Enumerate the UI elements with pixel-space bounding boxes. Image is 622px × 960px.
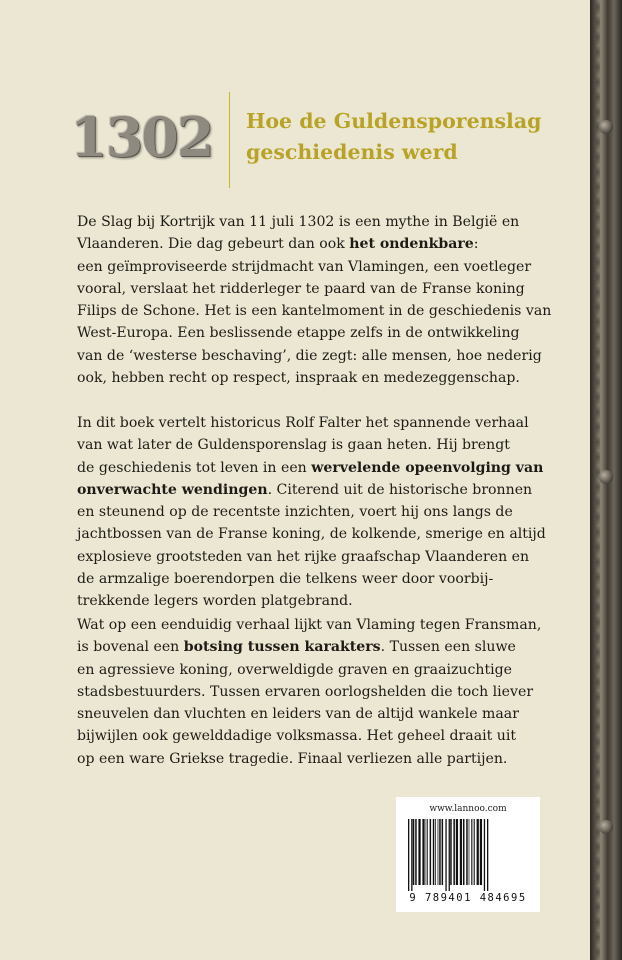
blurb-paragraph-3 <box>77 614 542 770</box>
barcode-bar <box>469 819 470 885</box>
blurb-paragraph-1 <box>77 211 552 389</box>
barcode-bar <box>438 819 439 885</box>
highlight-text: onverwachte wendingen <box>77 481 268 498</box>
barcode-panel <box>396 797 540 912</box>
text-line: en agressieve koning, overweldigde graven en graaizuchtige <box>77 661 512 678</box>
text-line: de armzalige boerendorpen die telkens weer door voorbij- <box>77 571 494 588</box>
text-line: bijwijlen ook gewelddadige volksmassa. Het geheel draait uit <box>77 728 516 745</box>
barcode-bar <box>450 819 452 885</box>
barcode-bar <box>430 819 432 885</box>
barcode-bar <box>477 819 479 885</box>
barcode-bar <box>442 819 444 885</box>
barcode-bar <box>460 819 462 885</box>
text-line: Filips de Schone. Het is een kantelmoment in de geschiedenis van <box>77 303 552 320</box>
isbn-number: 9 789401 484695 <box>409 892 527 904</box>
barcode-bar <box>474 819 475 885</box>
text-line: een geïmproviseerde strijdmacht van Vlamingen, een voetleger <box>77 258 532 275</box>
text-line: jachtbossen van de Franse koning, de kolkende, smerige en altijd <box>77 526 546 543</box>
barcode-bar <box>453 819 455 885</box>
barcode-bar <box>435 819 436 885</box>
text-line: trekkende legers worden platgebrand. <box>77 593 353 610</box>
barcode-bar <box>427 819 428 885</box>
barcode-bar <box>411 819 412 891</box>
barcode-bar <box>408 819 409 891</box>
rivet-icon <box>599 120 613 134</box>
barcode-bar <box>426 819 427 885</box>
highlight-text: het ondenkbare <box>349 236 474 253</box>
text-line: Vlaanderen. Die dag gebeurt dan ook het ondenkbare: <box>77 236 479 253</box>
barcode-bar <box>413 819 415 885</box>
text-line: ook, hebben recht op respect, inspraak en medezeggenschap. <box>77 370 520 387</box>
barcode-bar <box>473 819 474 885</box>
barcode-bar <box>487 819 488 891</box>
barcode-bar <box>466 819 468 885</box>
text-line: en steunend op de recentste inzichten, voert hij ons langs de <box>77 504 513 521</box>
text-line: De Slag bij Kortrijk van 11 juli 1302 is een mythe in België en <box>77 214 520 230</box>
barcode-bar <box>456 819 458 885</box>
text-line: explosieve grootsteden van het rijke graafschap Vlaanderen en <box>77 548 530 565</box>
text-line: van de ‘westerse beschaving’, die zegt: alle mensen, hoe nederig <box>77 347 542 364</box>
cover-year: 1302 <box>70 105 213 169</box>
barcode-graphic <box>406 819 530 891</box>
rivet-icon <box>599 470 613 484</box>
rivet-icon <box>599 820 613 834</box>
text-line: op een ware Griekse tragedie. Finaal verliezen alle partijen. <box>77 750 508 767</box>
barcode-bar <box>445 819 446 891</box>
publisher-url: www.lannoo.com <box>429 804 507 814</box>
text-line: de geschiedenis tot leven in een wervelende opeenvolging van <box>77 459 544 476</box>
barcode-bar <box>415 819 417 885</box>
text-line: vooral, verslaat het ridderleger te paard van de Franse koning <box>77 280 525 297</box>
text-line: onverwachte wendingen. Citerend uit de historische bronnen <box>77 481 533 498</box>
title-divider <box>229 92 230 188</box>
text-line: In dit boek vertelt historicus Rolf Falter het spannende verhaal <box>77 415 529 431</box>
metal-edge-decoration <box>590 0 622 960</box>
text-line: West-Europa. Een beslissende etappe zelfs in de ontwikkeling <box>77 325 520 342</box>
highlight-text: wervelende opeenvolging van <box>311 459 544 476</box>
barcode-bar <box>480 819 482 885</box>
barcode-bar <box>433 819 435 885</box>
barcode-bar <box>422 819 424 885</box>
barcode-bar <box>471 819 472 885</box>
barcode-bar <box>484 819 485 891</box>
text-line: stadsbestuurders. Tussen ervaren oorlogshelden die toch liever <box>77 683 534 700</box>
barcode-bar <box>418 819 420 885</box>
barcode-bar <box>439 819 441 885</box>
text-line: van wat later de Guldensporenslag is gaan heten. Hij brengt <box>77 437 510 454</box>
highlight-text: botsing tussen karakters <box>183 639 381 656</box>
barcode-bar <box>463 819 465 885</box>
text-line: Wat op een eenduidig verhaal lijkt van Vlaming tegen Fransman, <box>77 617 542 633</box>
cover-title-line-2: geschiedenis werd <box>246 140 458 164</box>
text-line: sneuvelen dan vluchten en leiders van de altijd wankele maar <box>77 706 519 723</box>
cover-title <box>246 106 566 168</box>
cover-title-line-1: Hoe de Guldensporenslag <box>246 109 542 133</box>
text-line: is bovenal een botsing tussen karakters. Tussen een sluwe <box>77 639 516 656</box>
barcode-bar <box>449 819 450 891</box>
blurb-paragraph-2 <box>77 412 546 613</box>
